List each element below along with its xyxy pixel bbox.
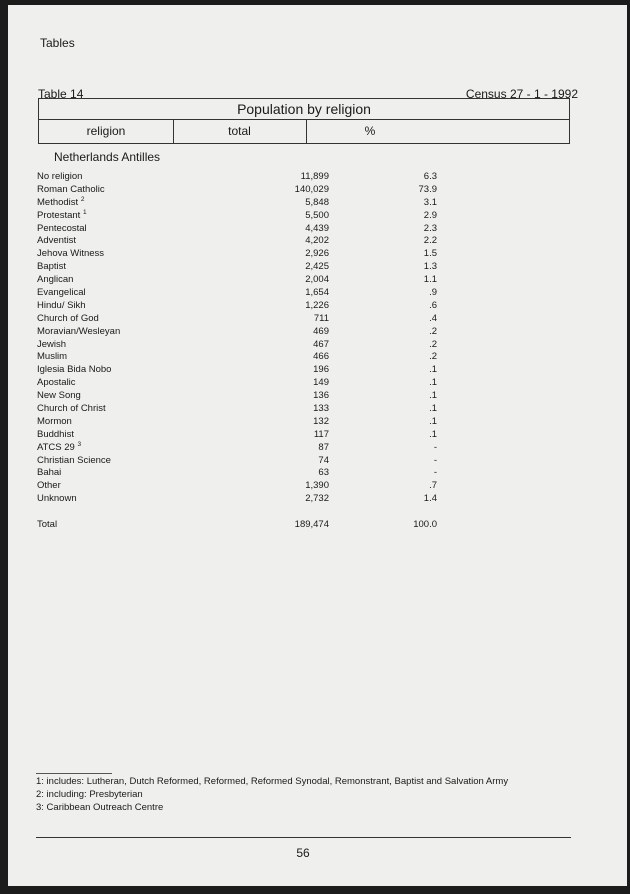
total-value: 1,654 <box>305 287 329 299</box>
total-value: 469 <box>313 325 329 337</box>
religion-label: Buddhist <box>37 428 74 440</box>
total-value: 117 <box>313 428 329 440</box>
religion-label: Pentecostal <box>37 222 87 234</box>
religion-label: Christian Science <box>37 454 111 466</box>
document-page <box>8 5 627 886</box>
percent-value: 100.0 <box>413 519 437 531</box>
religion-label: Roman Catholic <box>37 183 105 195</box>
percent-value: - <box>433 454 437 466</box>
religion-name <box>37 493 77 506</box>
percent-value: 2.9 <box>423 209 437 221</box>
percent-value: .6 <box>429 299 437 311</box>
religion-name <box>37 300 86 313</box>
table-row <box>37 493 437 506</box>
total-value: 1,390 <box>305 480 329 492</box>
percent-value: .7 <box>429 480 437 492</box>
total-value: 4,439 <box>305 222 329 234</box>
religion-name <box>37 480 61 493</box>
religion-name <box>37 377 76 390</box>
total-value: 5,500 <box>305 209 329 221</box>
religion-label: Jehova Witness <box>37 248 105 260</box>
percent-value: .9 <box>429 287 437 299</box>
table-row <box>37 313 437 326</box>
percent-value: .1 <box>429 390 437 402</box>
page-number: 56 <box>296 846 310 860</box>
religion-name <box>37 429 74 442</box>
percent-value: 73.9 <box>418 183 437 195</box>
footnote-rule <box>36 773 112 774</box>
religion-label: Bahai <box>37 467 62 479</box>
table-row <box>37 390 437 403</box>
religion-label: No religion <box>37 171 83 182</box>
table-row <box>37 235 437 248</box>
religion-name <box>37 339 66 352</box>
table-row <box>37 339 437 352</box>
percent-value: 2.3 <box>423 222 437 234</box>
table-row <box>37 197 437 210</box>
table-row <box>37 455 437 468</box>
religion-label: Church of God <box>37 312 99 324</box>
religion-name <box>37 223 87 236</box>
table-row <box>37 416 437 429</box>
religion-name <box>37 171 82 184</box>
footnote-marker: 2 <box>80 195 85 203</box>
religion-label: Adventist <box>37 235 77 247</box>
religion-name <box>37 416 72 429</box>
religion-name <box>37 235 76 248</box>
column-header-percent: % <box>364 124 376 138</box>
total-value: 196 <box>313 364 329 376</box>
table-row <box>37 364 437 377</box>
total-row <box>37 519 437 532</box>
religion-name <box>37 287 86 300</box>
religion-name <box>37 364 111 377</box>
table-row <box>37 210 437 223</box>
total-value: 2,926 <box>305 248 329 260</box>
religion-label: Baptist <box>37 261 67 273</box>
total-value: 11,899 <box>300 171 329 182</box>
religion-name <box>37 519 57 532</box>
census-date: Census 27 - 1 - 1992 <box>465 87 578 101</box>
total-value: 2,732 <box>305 493 329 505</box>
total-value: 132 <box>313 415 329 427</box>
table-row <box>37 351 437 364</box>
religion-name <box>37 467 61 480</box>
section-label: Tables <box>40 36 75 50</box>
percent-value: - <box>433 467 437 479</box>
table-number: Table 14 <box>38 87 84 101</box>
religion-label: Other <box>37 480 61 492</box>
column-header-total: total <box>173 119 307 144</box>
total-value: 149 <box>313 377 329 389</box>
percent-value: 1.3 <box>423 261 437 273</box>
religion-name <box>37 261 66 274</box>
religion-label: New Song <box>37 390 81 402</box>
table-row <box>37 403 437 416</box>
table-row <box>37 326 437 339</box>
total-value: 5,848 <box>305 196 329 208</box>
religion-name <box>37 313 99 326</box>
table-row <box>37 171 437 184</box>
total-value: 74 <box>318 454 329 466</box>
total-value: 467 <box>313 338 329 350</box>
religion-label: Iglesia Bida Nobo <box>37 364 112 376</box>
table-row <box>37 429 437 442</box>
percent-value: 6.3 <box>423 171 437 182</box>
table-row <box>37 442 437 455</box>
religion-name <box>37 442 81 455</box>
footnote-3: 3: Caribbean Outreach Centre <box>36 802 164 813</box>
table-row <box>37 300 437 313</box>
religion-name <box>37 390 81 403</box>
region-label: Netherlands Antilles <box>54 150 161 164</box>
total-value: 189,474 <box>294 519 329 531</box>
total-value: 87 <box>318 441 329 453</box>
table-row <box>37 223 437 236</box>
religion-label: Evangelical <box>37 287 86 299</box>
table-body <box>37 171 437 532</box>
total-value: 2,004 <box>305 274 329 286</box>
table-header-box <box>38 98 570 144</box>
total-value: 711 <box>313 312 329 324</box>
total-value: 133 <box>313 403 329 415</box>
percent-value: .2 <box>429 338 437 350</box>
religion-label: Methodist <box>37 196 79 208</box>
religion-name <box>37 248 104 261</box>
religion-label: Unknown <box>37 493 77 505</box>
table-row <box>37 274 437 287</box>
religion-label: Mormon <box>37 415 72 427</box>
religion-label: Jewish <box>37 338 67 350</box>
footnote-1: 1: includes: Lutheran, Dutch Reformed, Reformed, Reformed Synodal, Remonstrant, Baptist and Salvation Army <box>36 776 509 787</box>
percent-value: 3.1 <box>423 196 437 208</box>
percent-value: .4 <box>429 312 437 324</box>
percent-value: .1 <box>429 428 437 440</box>
religion-label: Apostalic <box>37 377 76 389</box>
percent-value: 1.4 <box>423 493 437 505</box>
total-value: 4,202 <box>305 235 329 247</box>
total-value: 1,226 <box>305 299 329 311</box>
religion-label: Muslim <box>37 351 68 363</box>
religion-label: Total <box>37 519 58 531</box>
table-row <box>37 467 437 480</box>
total-value: 136 <box>313 390 329 402</box>
footnote-marker: 3 <box>77 440 82 448</box>
total-value: 466 <box>313 351 329 363</box>
footnote-2: 2: including: Presbyterian <box>36 789 143 800</box>
table-row <box>37 377 437 390</box>
total-value: 2,425 <box>305 261 329 273</box>
percent-value: 2.2 <box>423 235 437 247</box>
percent-value: 1.5 <box>423 248 437 260</box>
column-header-religion: religion <box>39 119 174 144</box>
table-row <box>37 287 437 300</box>
percent-value: .1 <box>429 364 437 376</box>
percent-value: .1 <box>429 377 437 389</box>
religion-label: Protestant <box>37 209 81 221</box>
table-row <box>37 480 437 493</box>
table-row <box>37 261 437 274</box>
religion-label: Church of Christ <box>37 403 106 415</box>
percent-value: .2 <box>429 351 437 363</box>
table-title: Population by religion <box>39 99 569 120</box>
religion-label: Anglican <box>37 274 74 286</box>
table-row <box>37 184 437 197</box>
table-row <box>37 248 437 261</box>
percent-value: .1 <box>429 415 437 427</box>
religion-name <box>37 455 111 468</box>
religion-name <box>37 403 106 416</box>
total-value: 140,029 <box>294 183 329 195</box>
religion-name <box>37 326 120 339</box>
percent-value: .2 <box>429 325 437 337</box>
bottom-rule <box>36 837 571 838</box>
religion-name <box>37 197 84 210</box>
religion-label: Hindu/ Sikh <box>37 299 86 311</box>
total-value: 63 <box>318 467 329 479</box>
religion-label: ATCS 29 <box>37 441 75 453</box>
percent-value: .1 <box>429 403 437 415</box>
religion-name <box>37 351 67 364</box>
percent-value: 1.1 <box>423 274 437 286</box>
religion-name <box>37 184 105 197</box>
religion-name <box>37 210 87 223</box>
footnote-marker: 1 <box>82 208 87 216</box>
religion-label: Moravian/Wesleyan <box>37 325 121 337</box>
percent-value: - <box>433 441 437 453</box>
religion-name <box>37 274 73 287</box>
